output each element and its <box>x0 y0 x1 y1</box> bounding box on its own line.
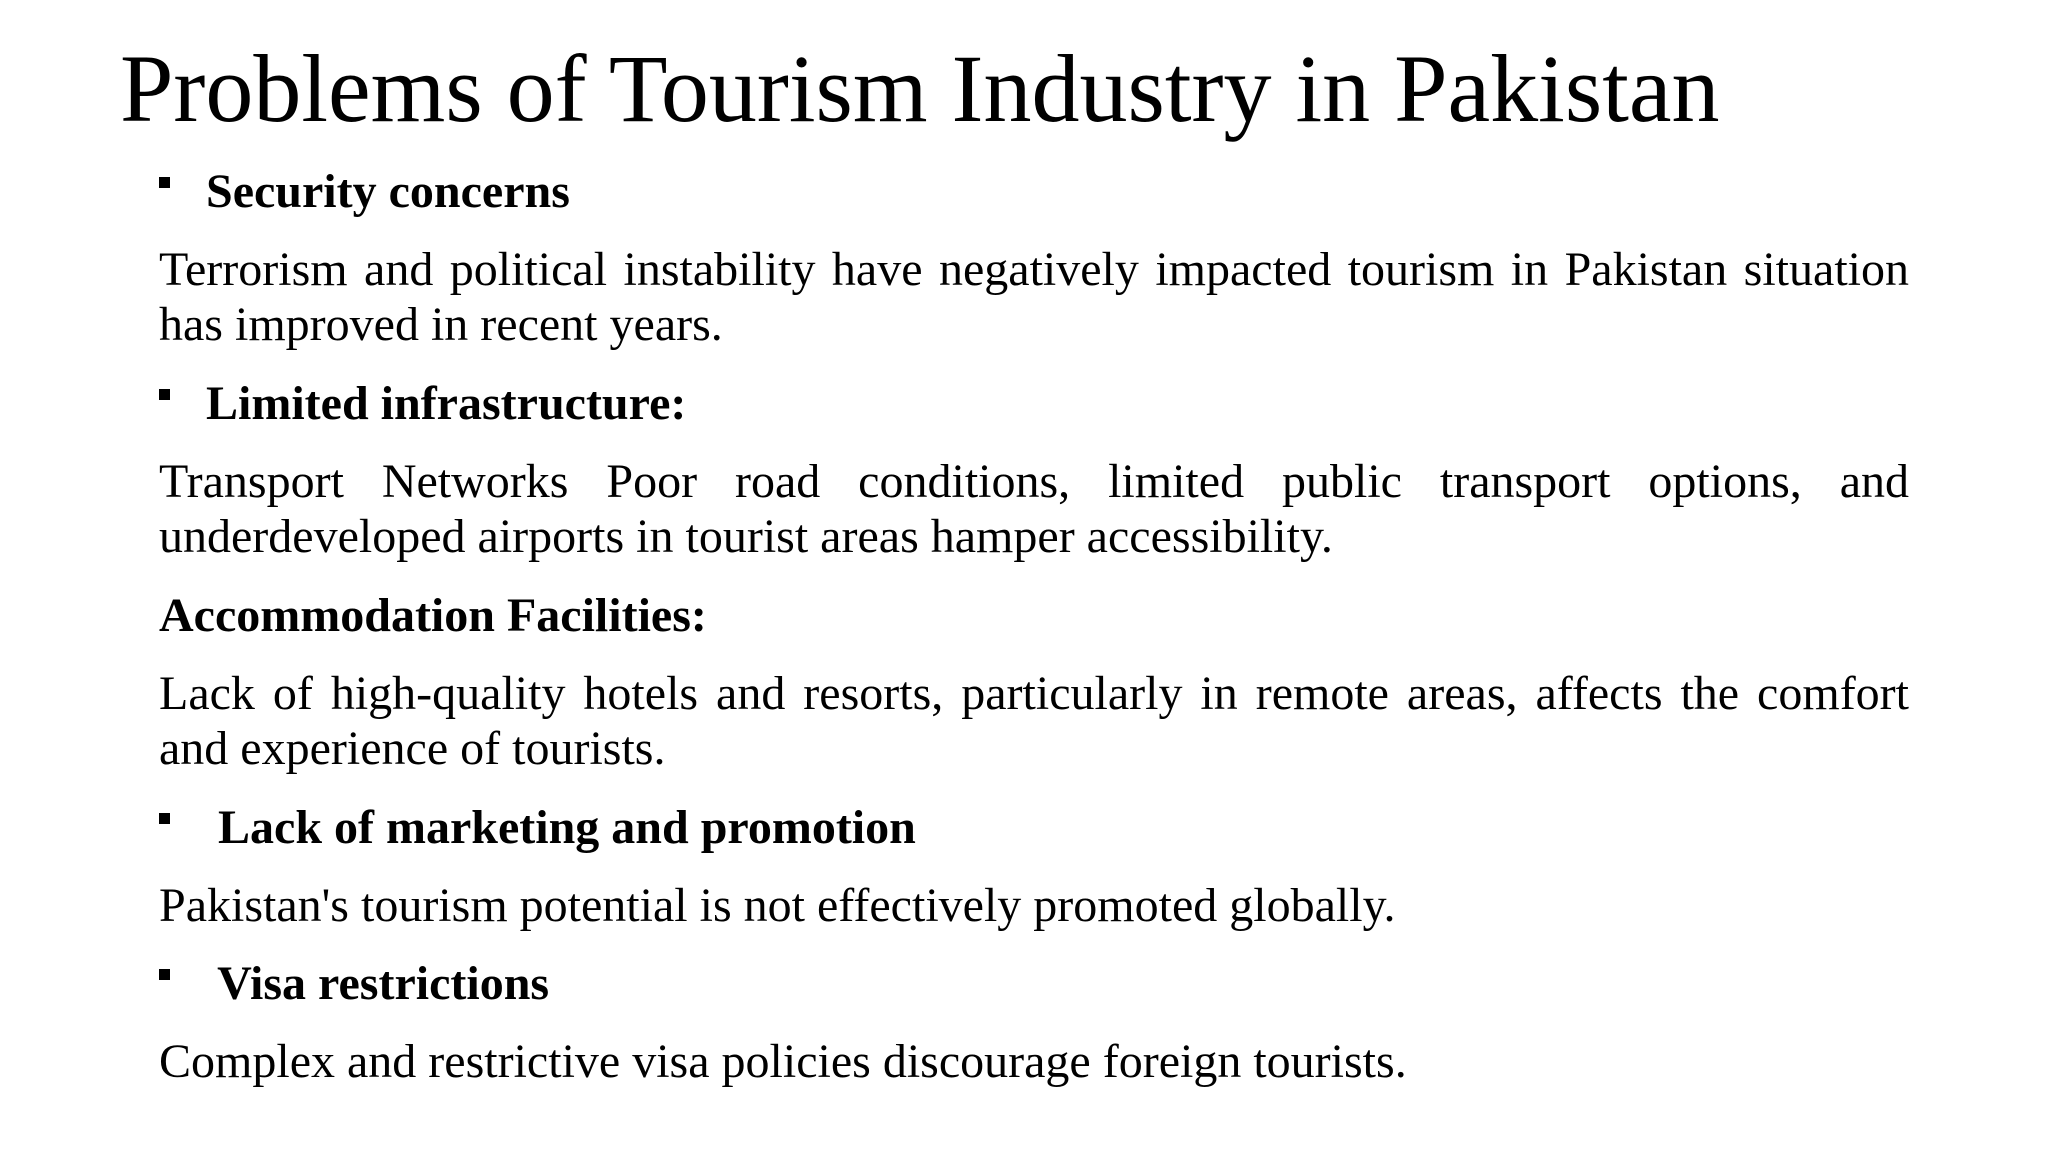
paragraph-limited-infrastructure: Transport Networks Poor road conditions, limited public transport options, and underdeveloped airports in tourist areas hamper accessibility. <box>159 455 1909 563</box>
heading-marketing-promotion <box>159 800 916 856</box>
paragraph-marketing-promotion: Pakistan's tourism potential is not effectively promoted globally. <box>159 879 1396 932</box>
heading-text: Lack of marketing and promotion <box>206 801 916 854</box>
heading-text: Security concerns <box>206 165 570 218</box>
paragraph-visa-restrictions: Complex and restrictive visa policies discourage foreign tourists. <box>159 1035 1407 1088</box>
slide-title: Problems of Tourism Industry in Pakistan <box>120 35 1720 142</box>
heading-accommodation-facilities <box>159 588 707 644</box>
square-bullet-icon <box>159 177 170 188</box>
heading-security-concerns <box>159 164 570 220</box>
paragraph-accommodation-facilities: Lack of high-quality hotels and resorts, particularly in remote areas, affects the comfort and experience of tourists. <box>159 667 1909 775</box>
square-bullet-icon <box>159 389 170 400</box>
heading-limited-infrastructure <box>159 376 686 432</box>
heading-text: Visa restrictions <box>206 957 550 1010</box>
heading-text: Limited infrastructure: <box>206 377 687 430</box>
heading-visa-restrictions <box>159 956 549 1012</box>
heading-text: Accommodation Facilities: <box>159 589 707 642</box>
square-bullet-icon <box>159 813 170 824</box>
square-bullet-icon <box>159 969 170 980</box>
paragraph-security-concerns: Terrorism and political instability have negatively impacted tourism in Pakistan situation has improved in recent years. <box>159 243 1909 351</box>
